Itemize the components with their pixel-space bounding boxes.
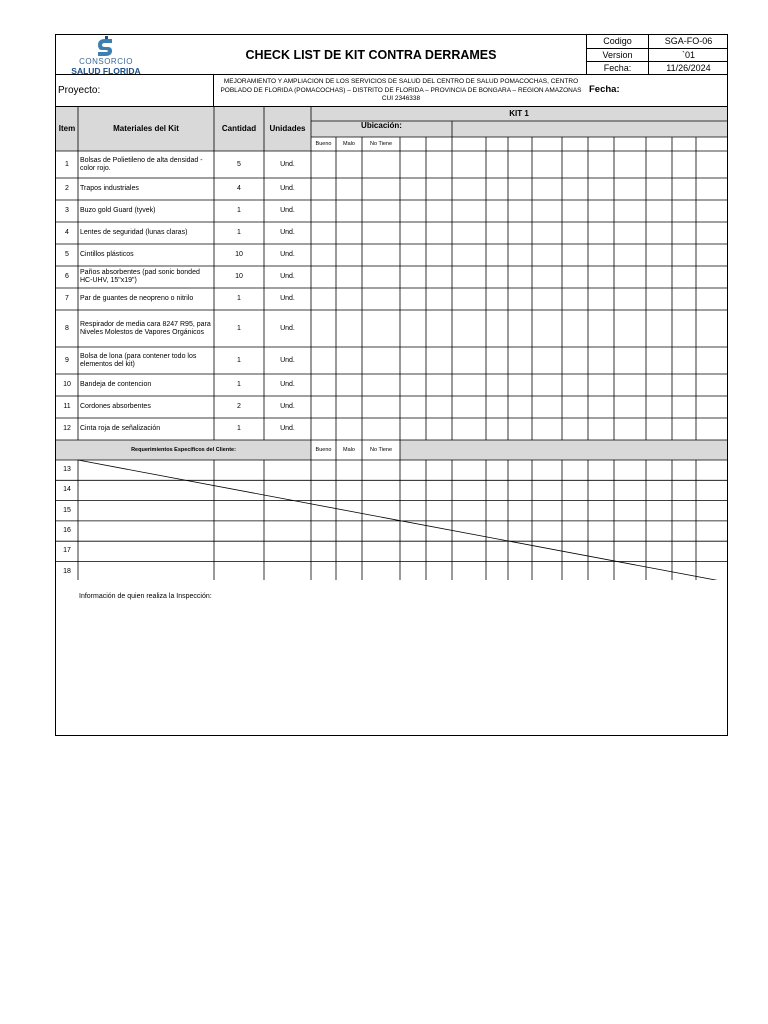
check-cell[interactable]	[336, 310, 362, 347]
row-material: Respirador de media cara 8247 R95, para Niveles Molestos de Vapores Orgánicos	[80, 320, 211, 336]
check-cell[interactable]	[562, 374, 588, 396]
check-cell[interactable]	[532, 222, 562, 244]
check-cell[interactable]	[532, 244, 562, 266]
client-requirements-label: Requerimientos Específicos del Cliente:	[131, 447, 236, 453]
meta-value: SGA-FO-06	[664, 36, 713, 46]
client-row-number: 15	[63, 506, 71, 514]
row-material: Paños absorbentes (pad sonic bonded HC-UHV, 15"x19")	[80, 269, 200, 284]
check-cell[interactable]	[588, 288, 614, 310]
row-material: Bolsa de lona (para contener todo los elementos del kit)	[80, 352, 197, 368]
row-material: Cintillos plásticos	[80, 251, 134, 258]
project-date-label: Fecha:	[589, 84, 620, 95]
check-cell[interactable]	[336, 266, 362, 288]
check-cell[interactable]	[311, 178, 336, 200]
check-cell[interactable]	[562, 418, 588, 440]
check-cell[interactable]	[426, 266, 452, 288]
meta-label: Fecha:	[587, 62, 649, 74]
check-cell[interactable]	[362, 222, 400, 244]
check-cell[interactable]	[646, 244, 672, 266]
check-cell[interactable]	[562, 178, 588, 200]
check-cell[interactable]	[311, 396, 336, 418]
check-cell[interactable]	[646, 374, 672, 396]
logo-line1: CONSORCIO	[79, 57, 133, 66]
checklist-table	[56, 107, 727, 580]
header-unidades: Unidades	[269, 124, 306, 133]
row-material: Trapos industriales	[80, 185, 139, 192]
check-cell[interactable]	[672, 288, 696, 310]
document-meta	[586, 35, 727, 75]
row-item-number: 1	[65, 160, 69, 168]
check-cell[interactable]	[672, 310, 696, 347]
row-item-number: 8	[65, 324, 69, 332]
row-unit: Und.	[280, 251, 295, 258]
check-cell[interactable]	[532, 347, 562, 374]
check-cell[interactable]	[362, 374, 400, 396]
header-kit: KIT 1	[509, 109, 529, 118]
check-cell[interactable]	[426, 178, 452, 200]
check-cell[interactable]	[452, 200, 486, 222]
check-cell[interactable]	[486, 222, 508, 244]
project-row	[56, 75, 727, 107]
check-cell[interactable]	[508, 347, 532, 374]
check-cell[interactable]	[311, 200, 336, 222]
check-cell[interactable]	[588, 244, 614, 266]
header-ubicacion: Ubicación:	[361, 121, 402, 130]
row-item-number: 7	[65, 295, 69, 302]
check-cell[interactable]	[646, 222, 672, 244]
check-cell[interactable]	[588, 347, 614, 374]
check-cell[interactable]	[508, 396, 532, 418]
check-cell[interactable]	[672, 418, 696, 440]
project-description: MEJORAMIENTO Y AMPLIACION DE LOS SERVICIOS DE SALUD DEL CENTRO DE SALUD POMACOCHAS, CENTRO POBLADO DE FLORIDA (POMACOCHAS) – DISTRITO DE FLORIDA – PROVINCIA DE BONGARA – REGION AMAZONAS CUI 2346338	[220, 78, 582, 102]
check-cell[interactable]	[311, 347, 336, 374]
check-cell[interactable]	[400, 244, 426, 266]
row-unit: Und.	[280, 229, 295, 236]
check-cell[interactable]	[362, 244, 400, 266]
check-cell[interactable]	[562, 310, 588, 347]
check-cell[interactable]	[672, 200, 696, 222]
check-cell[interactable]	[672, 244, 696, 266]
document-title: CHECK LIST DE KIT CONTRA DERRAMES	[245, 48, 497, 62]
check-cell[interactable]	[532, 396, 562, 418]
check-cell[interactable]	[452, 310, 486, 347]
status-malo: Malo	[343, 141, 355, 147]
check-cell[interactable]	[362, 396, 400, 418]
check-cell[interactable]	[336, 347, 362, 374]
check-cell[interactable]	[311, 288, 336, 310]
check-cell[interactable]	[400, 347, 426, 374]
check-cell[interactable]	[452, 347, 486, 374]
check-cell[interactable]	[452, 178, 486, 200]
check-cell[interactable]	[486, 178, 508, 200]
check-cell[interactable]	[588, 266, 614, 288]
check-cell[interactable]	[336, 396, 362, 418]
check-cell[interactable]	[672, 396, 696, 418]
check-cell[interactable]	[311, 374, 336, 396]
client-status-no-tiene: No Tiene	[369, 447, 392, 453]
check-cell[interactable]	[400, 151, 426, 178]
row-material: Cordones absorbentes	[80, 403, 151, 410]
meta-value: `01	[681, 50, 695, 60]
check-cell[interactable]	[588, 310, 614, 347]
check-cell[interactable]	[311, 244, 336, 266]
row-item-number: 12	[63, 425, 71, 432]
meta-codigo	[587, 35, 728, 48]
check-cell[interactable]	[426, 310, 452, 347]
check-cell[interactable]	[486, 151, 508, 178]
check-cell[interactable]	[588, 222, 614, 244]
client-row-number: 17	[63, 547, 71, 555]
check-cell[interactable]	[362, 288, 400, 310]
check-cell[interactable]	[362, 266, 400, 288]
inspector-info-label: Información de quien realiza la Inspección:	[79, 593, 212, 600]
check-cell[interactable]	[486, 266, 508, 288]
check-cell[interactable]	[452, 288, 486, 310]
check-cell[interactable]	[486, 418, 508, 440]
check-cell[interactable]	[426, 347, 452, 374]
check-cell[interactable]	[311, 151, 336, 178]
meta-label: Codigo	[587, 35, 649, 48]
row-quantity: 1	[237, 381, 241, 388]
check-cell[interactable]	[614, 151, 646, 178]
row-unit: Und.	[280, 425, 295, 432]
check-cell[interactable]	[486, 347, 508, 374]
check-cell[interactable]	[426, 222, 452, 244]
row-material: Cinta roja de señalización	[80, 425, 161, 432]
check-cell[interactable]	[646, 418, 672, 440]
row-quantity: 5	[237, 160, 241, 168]
check-cell[interactable]	[336, 288, 362, 310]
check-cell[interactable]	[508, 151, 532, 178]
check-cell[interactable]	[400, 310, 426, 347]
check-cell[interactable]	[426, 244, 452, 266]
client-row-number: 14	[63, 486, 71, 494]
check-cell[interactable]	[614, 222, 646, 244]
check-cell[interactable]	[646, 178, 672, 200]
row-unit: Und.	[280, 403, 295, 410]
row-material: Par de guantes de neopreno o nitrilo	[80, 295, 194, 302]
check-cell[interactable]	[336, 244, 362, 266]
check-cell[interactable]	[400, 418, 426, 440]
check-cell[interactable]	[646, 347, 672, 374]
check-cell[interactable]	[486, 374, 508, 396]
check-cell[interactable]	[426, 288, 452, 310]
check-cell[interactable]	[508, 178, 532, 200]
check-cell[interactable]	[562, 396, 588, 418]
check-cell[interactable]	[400, 396, 426, 418]
check-cell[interactable]	[508, 200, 532, 222]
row-quantity: 2	[237, 403, 241, 410]
check-cell[interactable]	[672, 222, 696, 244]
check-cell[interactable]	[452, 396, 486, 418]
check-cell[interactable]	[336, 418, 362, 440]
row-quantity: 1	[237, 295, 241, 302]
check-cell[interactable]	[588, 151, 614, 178]
header-item: Item	[58, 124, 76, 133]
row-unit: Und.	[280, 185, 295, 192]
check-cell[interactable]	[362, 310, 400, 347]
row-unit: Und.	[280, 273, 295, 280]
strike-diagonal	[78, 460, 725, 580]
check-cell[interactable]	[426, 418, 452, 440]
row-unit: Und.	[280, 381, 295, 388]
check-cell[interactable]	[614, 347, 646, 374]
check-cell[interactable]	[311, 310, 336, 347]
row-quantity: 4	[237, 185, 241, 192]
check-cell[interactable]	[400, 266, 426, 288]
check-cell[interactable]	[311, 266, 336, 288]
check-cell[interactable]	[362, 347, 400, 374]
row-material: Bandeja de contencion	[80, 381, 152, 388]
check-cell[interactable]	[452, 266, 486, 288]
status-no-tiene: No Tiene	[369, 141, 392, 147]
row-quantity: 1	[237, 324, 241, 332]
check-cell[interactable]	[562, 151, 588, 178]
project-label: Proyecto:	[56, 75, 214, 107]
check-cell[interactable]	[508, 288, 532, 310]
check-cell[interactable]	[452, 374, 486, 396]
check-cell[interactable]	[532, 374, 562, 396]
row-quantity: 10	[235, 273, 243, 280]
check-cell[interactable]	[588, 374, 614, 396]
check-cell[interactable]	[400, 222, 426, 244]
row-material: Buzo gold Guard (tyvek)	[80, 207, 156, 214]
check-cell[interactable]	[562, 266, 588, 288]
check-cell[interactable]	[532, 310, 562, 347]
check-cell[interactable]	[362, 418, 400, 440]
check-cell[interactable]	[588, 418, 614, 440]
check-cell[interactable]	[311, 418, 336, 440]
meta-label: Version	[587, 49, 649, 61]
row-item-number: 10	[63, 381, 71, 388]
row-material: Bolsas de Polietileno de alta densidad - color rojo.	[80, 156, 203, 172]
check-cell[interactable]	[672, 151, 696, 178]
check-cell[interactable]	[646, 288, 672, 310]
check-cell[interactable]	[532, 200, 562, 222]
checklist-sheet	[55, 34, 728, 736]
check-cell[interactable]	[336, 178, 362, 200]
row-quantity: 1	[237, 425, 241, 432]
check-cell[interactable]	[426, 200, 452, 222]
check-cell[interactable]	[311, 222, 336, 244]
check-cell[interactable]	[614, 396, 646, 418]
check-cell[interactable]	[426, 151, 452, 178]
check-cell[interactable]	[532, 418, 562, 440]
client-status-malo: Malo	[343, 447, 355, 453]
check-cell[interactable]	[486, 244, 508, 266]
check-cell[interactable]	[646, 266, 672, 288]
status-bueno: Bueno	[315, 141, 332, 147]
client-row-number: 18	[63, 567, 71, 575]
check-cell[interactable]	[336, 374, 362, 396]
header-material: Materiales del Kit	[113, 124, 179, 133]
check-cell[interactable]	[672, 178, 696, 200]
logo-line2: SALUD FLORIDA	[71, 66, 141, 76]
row-unit: Und.	[280, 160, 295, 168]
check-cell[interactable]	[588, 396, 614, 418]
client-row-number: 13	[63, 466, 71, 474]
document-header	[56, 35, 727, 75]
check-cell[interactable]	[336, 222, 362, 244]
check-cell[interactable]	[486, 310, 508, 347]
check-cell[interactable]	[400, 200, 426, 222]
check-cell[interactable]	[562, 244, 588, 266]
meta-value: 11/26/2024	[666, 63, 711, 73]
check-cell[interactable]	[646, 151, 672, 178]
check-cell[interactable]	[400, 374, 426, 396]
check-cell[interactable]	[508, 244, 532, 266]
meta-version	[587, 48, 728, 61]
check-cell[interactable]	[452, 418, 486, 440]
check-cell[interactable]	[614, 288, 646, 310]
check-cell[interactable]	[672, 347, 696, 374]
check-cell[interactable]	[508, 418, 532, 440]
row-item-number: 4	[65, 229, 69, 236]
check-cell[interactable]	[646, 310, 672, 347]
check-cell[interactable]	[562, 288, 588, 310]
check-cell[interactable]	[562, 222, 588, 244]
check-cell[interactable]	[486, 200, 508, 222]
client-status-bueno: Bueno	[315, 447, 332, 453]
check-cell[interactable]	[452, 222, 486, 244]
meta-fecha	[587, 61, 728, 74]
check-cell[interactable]	[614, 374, 646, 396]
row-unit: Und.	[280, 356, 295, 364]
check-cell[interactable]	[614, 266, 646, 288]
check-cell[interactable]	[646, 200, 672, 222]
check-cell[interactable]	[532, 288, 562, 310]
check-cell[interactable]	[508, 222, 532, 244]
logo-mark-icon	[94, 36, 116, 58]
check-cell[interactable]	[336, 151, 362, 178]
check-cell[interactable]	[532, 151, 562, 178]
row-quantity: 10	[235, 251, 243, 258]
check-cell[interactable]	[672, 266, 696, 288]
row-item-number: 6	[65, 273, 69, 280]
check-cell[interactable]	[452, 244, 486, 266]
company-logo	[56, 35, 156, 75]
row-quantity: 1	[237, 229, 241, 236]
check-cell[interactable]	[588, 178, 614, 200]
header-cantidad: Cantidad	[221, 124, 257, 133]
check-cell[interactable]	[362, 151, 400, 178]
check-cell[interactable]	[486, 288, 508, 310]
check-cell[interactable]	[562, 200, 588, 222]
check-cell[interactable]	[614, 200, 646, 222]
row-item-number: 9	[65, 356, 69, 364]
check-cell[interactable]	[508, 310, 532, 347]
row-unit: Und.	[280, 295, 295, 302]
check-cell[interactable]	[362, 200, 400, 222]
check-cell[interactable]	[614, 178, 646, 200]
check-cell[interactable]	[362, 178, 400, 200]
check-cell[interactable]	[614, 310, 646, 347]
row-quantity: 1	[237, 356, 241, 364]
check-cell[interactable]	[452, 151, 486, 178]
check-cell[interactable]	[562, 347, 588, 374]
row-item-number: 11	[63, 403, 71, 410]
check-cell[interactable]	[508, 266, 532, 288]
check-cell[interactable]	[588, 200, 614, 222]
check-cell[interactable]	[672, 374, 696, 396]
check-cell[interactable]	[426, 374, 452, 396]
row-item-number: 3	[65, 207, 69, 214]
check-cell[interactable]	[614, 244, 646, 266]
check-cell[interactable]	[532, 266, 562, 288]
check-cell[interactable]	[646, 396, 672, 418]
row-item-number: 5	[65, 251, 69, 258]
check-cell[interactable]	[532, 178, 562, 200]
check-cell[interactable]	[400, 288, 426, 310]
row-item-number: 2	[65, 185, 69, 192]
check-cell[interactable]	[508, 374, 532, 396]
check-cell[interactable]	[614, 418, 646, 440]
row-quantity: 1	[237, 207, 241, 214]
row-unit: Und.	[280, 207, 295, 214]
check-cell[interactable]	[486, 396, 508, 418]
check-cell[interactable]	[400, 178, 426, 200]
check-cell[interactable]	[336, 200, 362, 222]
client-row-number: 16	[63, 527, 71, 535]
row-material: Lentes de seguridad (lunas claras)	[80, 229, 188, 236]
row-unit: Und.	[280, 324, 295, 332]
check-cell[interactable]	[426, 396, 452, 418]
